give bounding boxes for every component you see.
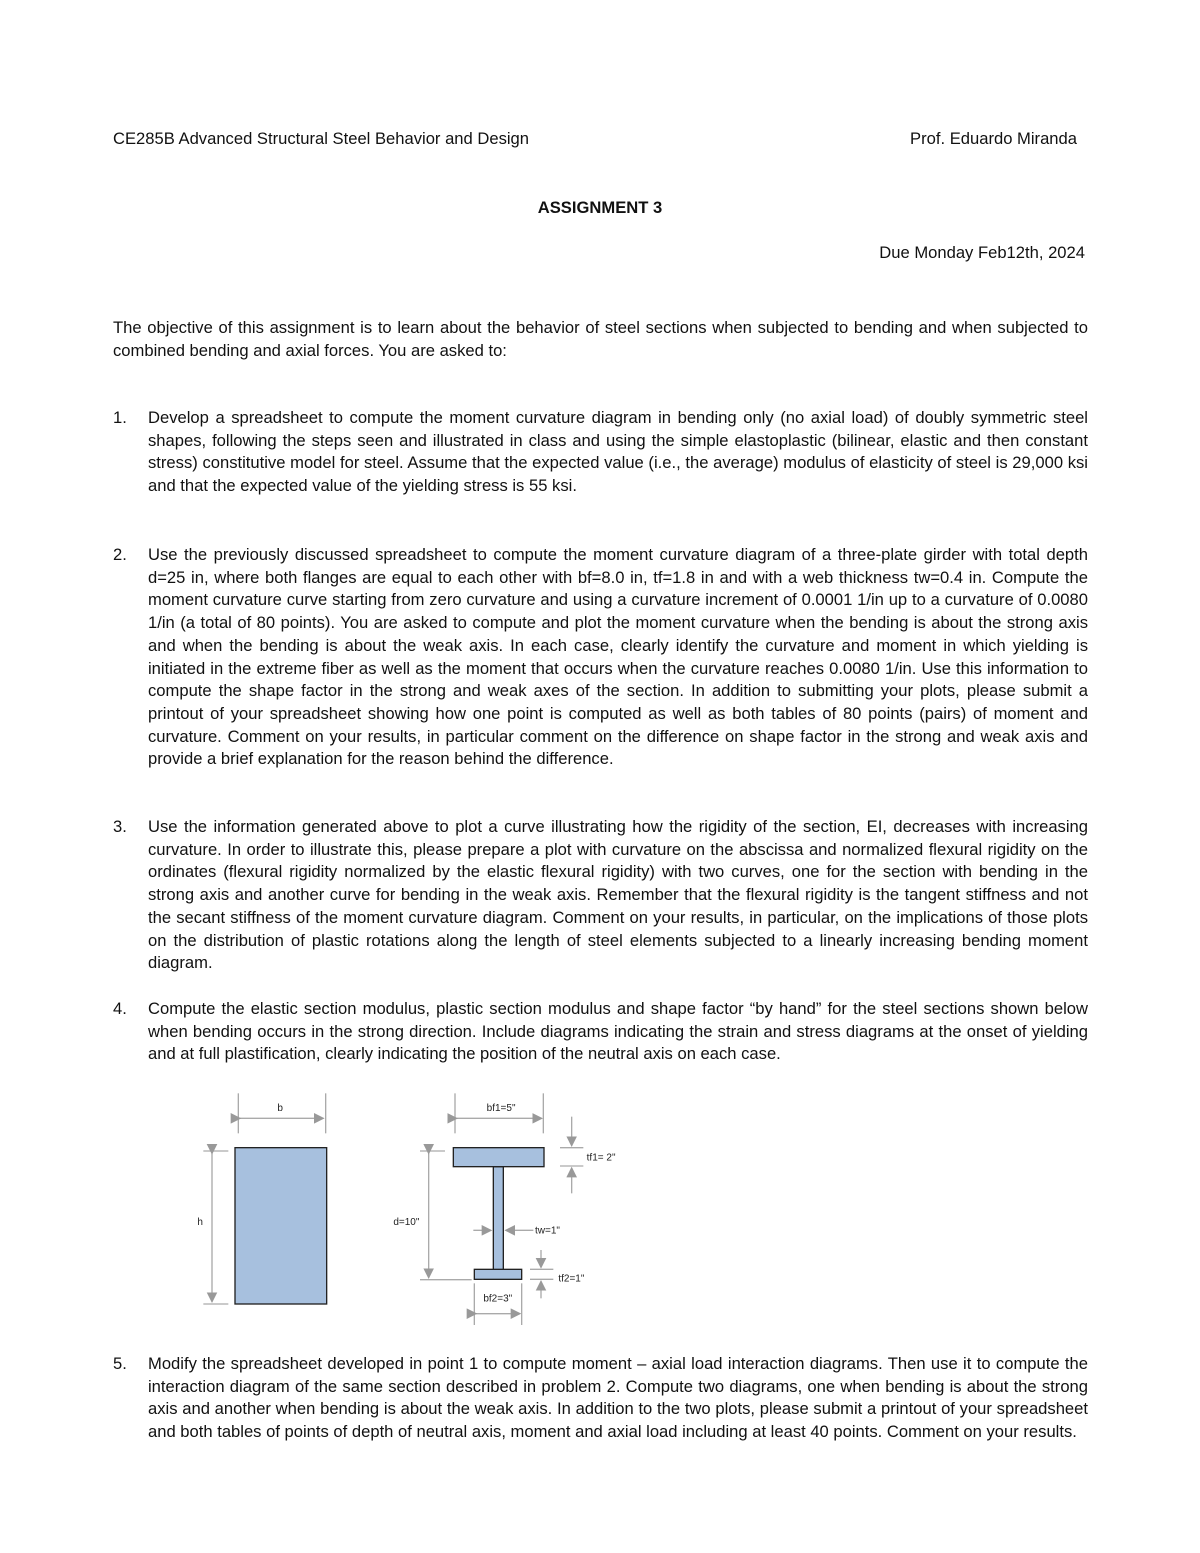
section-diagrams [190,1085,630,1325]
label-tw: tw=1" [535,1225,560,1237]
list-item [113,407,1088,498]
i-section [453,1148,544,1280]
item-number: 4. [113,999,127,1018]
list-item [113,816,1088,975]
intro-paragraph: The objective of this assignment is to learn about the behavior of steel sections when subjected to bending and when subjected to combined bending and axial forces. You are asked to: [113,318,1088,360]
list-item [113,998,1088,1066]
due-date: Due Monday Feb12th, 2024 [879,243,1085,262]
label-h: h [197,1217,203,1228]
label-tf2: tf2=1" [558,1273,585,1285]
item-number: 2. [113,545,127,564]
assignment-title: ASSIGNMENT 3 [537,198,663,217]
item-number: 5. [113,1354,127,1373]
label-bf1: bf1=5" [486,1103,516,1114]
list-item [113,544,1088,771]
item-text: Use the information generated above to plot a curve illustrating how the rigidity of the section, EI, decreases with increasing curvature. In order to illustrate this, please prepare a plot with curvature on the abscissa and normalized flexural rigidity on the ordinates (flexural rigidity normalized by the elastic flexural rigidity) with two curves, one for the section with bending in the strong axis and another curve for bending in the weak axis. Remember that the flexural rigidity is the tangent stiffness and not the secant stiffness of the moment curvature diagram. Comment on your results, in particular, on the implications of those plots on the distribution of plastic rotations along the length of steel elements subjected to a linearly increasing bending moment diagram. [148,817,1088,973]
rectangular-section [235,1148,327,1304]
course-title: CE285B Advanced Structural Steel Behavior and Design [113,129,530,148]
label-d: d=10" [393,1217,420,1228]
item-text: Develop a spreadsheet to compute the moment curvature diagram in bending only (no axial load) of doubly symmetric steel shapes, following the steps seen and illustrated in class and using the simple elastoplastic (bilinear, elastic and then constant stress) constitutive model for steel. Assume that the expected value (i.e., the average) modulus of elasticity of steel is 29,000 ksi and that the expected value of the yielding stress is 55 ksi. [148,408,1088,496]
item-text: Modify the spreadsheet developed in point 1 to compute moment – axial load interaction diagrams. Then use it to compute the interaction diagram of the same section described in problem 2. Compute two diagrams, one when bending is about the strong axis and another when bending is about the weak axis. In addition to the two plots, please submit a printout of your spreadsheet and both tables of points of depth of neutral axis, moment and axial load including at least 40 points. Comment on your results. [148,1354,1088,1442]
label-tf1: tf1= 2" [586,1152,616,1164]
item-text: Compute the elastic section modulus, plastic section modulus and shape factor “by hand” for the steel sections shown below when bending occurs in the strong direction. Include diagrams indicating the strain and stress diagrams at the onset of yielding and at full plastification, clearly indicating the position of the neutral axis on each case. [148,999,1088,1064]
item-number: 1. [113,408,127,427]
list-item [113,1353,1088,1444]
item-number: 3. [113,817,127,836]
label-b: b [277,1103,283,1114]
label-bf2: bf2=3" [483,1293,513,1305]
item-text: Use the previously discussed spreadsheet to compute the moment curvature diagram of a three-plate girder with total depth d=25 in, where both flanges are equal to each other with bf=8.0 in, tf=1.8 in and with a web thickness tw=0.4 in. Compute the moment curvature curve starting from zero curvature and using a curvature increment of 0.0001 1/in up to a curvature of 0.0080 1/in (a total of 80 points). You are asked to compute and plot the moment curvature when the bending is about the strong axis and when the bending is about the weak axis. In each case, clearly identify the curvature and moment in which yielding is initiated in the extreme fiber as well as the moment that occurs when the curvature reaches 0.0080 1/in. Use this information to compute the shape factor in the strong and weak axes of the section. In addition to submitting your plots, please submit a printout of your spreadsheet showing how one point is computed as well as both tables of 80 points (pairs) of moment and curvature. Comment on your results, in particular comment on the difference on shape factor in the strong and weak axis and provide a brief explanation for the reason behind the difference. [148,545,1088,769]
instructor-name: Prof. Eduardo Miranda [910,129,1077,148]
